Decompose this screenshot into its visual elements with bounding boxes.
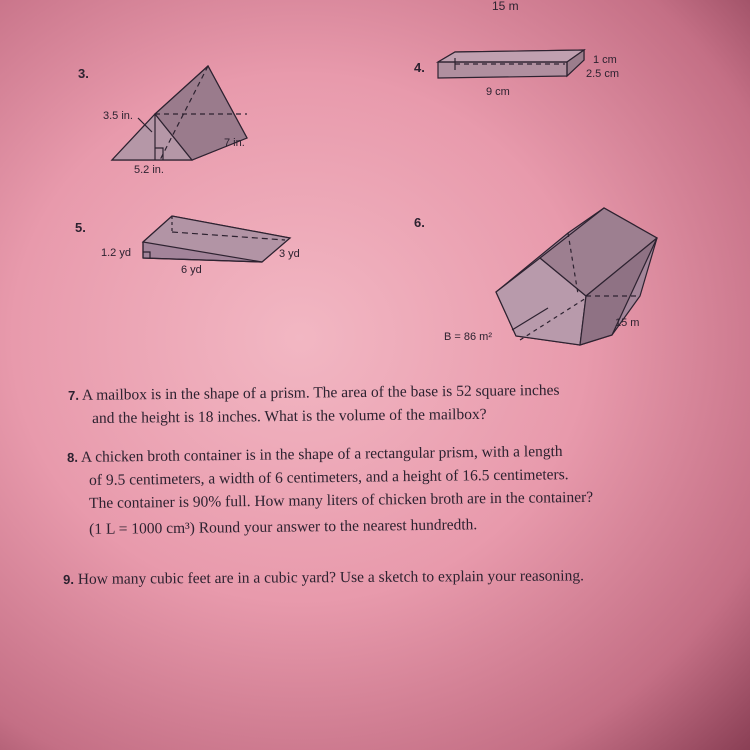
wedge-prism-figure-5: [143, 216, 290, 262]
figures-canvas: [0, 0, 750, 360]
p3-height-label: 3.5 in.: [103, 110, 133, 122]
top-dimension-label: 15 m: [492, 0, 519, 13]
p3-base-label: 5.2 in.: [134, 164, 164, 176]
p3-length-label: 7 in.: [224, 137, 245, 149]
question-8-line-4: (1 L = 1000 cm³) Round your answer to the nearest hundredth.: [89, 516, 478, 538]
question-7-line-2: and the height is 18 inches. What is the volume of the mailbox?: [92, 405, 487, 427]
question-8-line-2: of 9.5 centimeters, a width of 6 centimeters, and a height of 16.5 centimeters.: [89, 466, 569, 489]
question-9: [63, 566, 584, 589]
question-8-line-3: The container is 90% full. How many liters of chicken broth are in the container?: [89, 488, 594, 512]
question-9-number: 9.: [63, 571, 74, 587]
p6-base-area-label: B = 86 m²: [444, 331, 492, 343]
problem-number-6: 6.: [414, 215, 425, 230]
p5-length-label: 3 yd: [279, 248, 300, 260]
p5-height-label: 1.2 yd: [101, 247, 131, 259]
p5-base-label: 6 yd: [181, 264, 202, 276]
p6-length-label: 15 m: [615, 317, 640, 329]
problem-number-3: 3.: [78, 66, 89, 81]
question-8-line-1: A chicken broth container is in the shape of a rectangular prism, with a length: [80, 442, 563, 466]
p4-height-label: 1 cm: [593, 54, 617, 66]
question-8-number: 8.: [67, 449, 79, 465]
question-9-line-1: How many cubic feet are in a cubic yard? Use a sketch to explain your reasoning.: [77, 567, 584, 588]
p4-length-label: 9 cm: [486, 86, 510, 98]
question-7: [68, 381, 560, 405]
problem-number-5: 5.: [75, 220, 86, 235]
problem-number-4: 4.: [414, 60, 425, 75]
question-7-line-1: A mailbox is in the shape of a prism. The area of the base is 52 square inches: [81, 381, 560, 404]
rectangular-prism-figure-4: [438, 50, 584, 78]
question-8: [67, 442, 563, 467]
question-7-number: 7.: [68, 387, 80, 403]
p4-width-label: 2.5 cm: [586, 68, 620, 80]
